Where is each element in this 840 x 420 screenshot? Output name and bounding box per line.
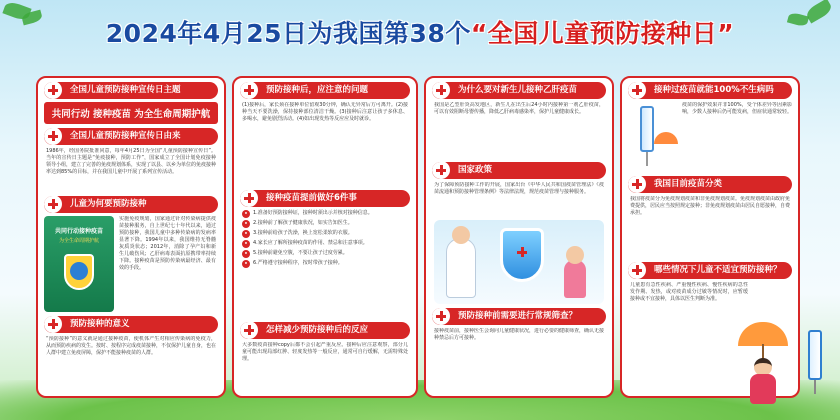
medical-cross-icon (628, 176, 648, 193)
section-header (44, 82, 218, 99)
globe-icon (70, 262, 88, 280)
bullet-icon: • (242, 260, 250, 268)
title-prefix: 2024年4月25日为我国第38个 (105, 19, 471, 48)
doctor-illustration (434, 220, 604, 304)
child-head (566, 246, 584, 264)
section-header (44, 196, 218, 213)
medical-cross-icon (512, 242, 532, 262)
list-item (242, 240, 408, 248)
list-item (242, 250, 408, 258)
syringe-needle (646, 152, 648, 166)
section-header (628, 176, 792, 193)
section-header (432, 162, 606, 179)
section-text: 实施免疫规划，国家通过针对传染病提供疫苗接种服务，自上世纪七十年代以来，通过预防接种，我国儿童中多种传染病的发病率显著下降。1994年以来，我国维持无脊髓灰质炎状态；2012年，消除了孕产妇和新生儿破伤风；乙肝病毒表面抗原携带率持续下降。接种疫苗是预防传染病最经济、最有效的手段。 (119, 216, 216, 271)
section-header (432, 82, 606, 99)
bullet-icon: • (242, 220, 250, 228)
section-text: 疫苗的保护效果并非100%，受个体差异等因素影响，少数人接种后仍可能发病，但症状通常较轻。 (682, 102, 793, 115)
poster-subtitle: 为全生命周期护航 (58, 238, 99, 244)
section-header (240, 82, 410, 99)
section-title: 预防接种前需要进行常规筛查？ (458, 311, 578, 321)
syringe-icon (808, 330, 822, 380)
section-text: (1)接种后，家长须在接种单位留观30分钟，确认无异常后方可离开。(2)接种当天不要洗澡，保持接种部位清洁干燥。(3)接种后注意让孩子多休息、多喝水，避免剧烈活动。(4)如出现发热等反应应及时就诊。 (242, 102, 408, 122)
bullet-icon: • (242, 240, 250, 248)
syringe-illustration (800, 330, 830, 400)
medical-cross-icon (44, 128, 64, 145)
title-highlight: “全国儿童预防接种日” (470, 19, 735, 48)
section-title: 哪些情况下儿童不适宜预防接种？ (654, 265, 782, 275)
medical-cross-icon (628, 82, 648, 99)
bullet-icon: • (242, 210, 250, 218)
vaccine-illustration (626, 102, 678, 172)
section-header (240, 190, 410, 207)
list-item (242, 260, 408, 268)
section-header (44, 128, 218, 145)
medical-cross-icon (240, 322, 260, 339)
section-title: 儿童为何要预防接种 (70, 199, 147, 209)
poster-title: 共同行动接种疫苗 (54, 228, 103, 235)
section-text: 我国是乙型肝炎高发地区，新生儿在出生后24小时内接种第一剂乙肝疫苗，可以有效阻断母婴传播，降低乙肝病毒感染率，保护儿童健康成长。 (434, 102, 604, 115)
panel-left (36, 76, 226, 398)
theme-banner: 共同行动 接种疫苗 为全生命周期护航 (44, 102, 218, 124)
section-header (432, 308, 606, 325)
section-text: 我国将疫苗分为免疫规划疫苗和非免疫规划疫苗。免疫规划疫苗由政府免费提供，居民应当按照规定接种；非免疫规划疫苗由居民自愿接种，自费承担。 (630, 196, 791, 216)
section-text: 1986年，经国务院批准同意，每年4月25日为全国“儿童预防接种宣传日”。当年的宣传日主题是“免疫接种，预防工作”，国家成立了全国计划免疫接种领导小组，建立了完善的免疫规划体系，实现了以县、以乡为单位的免疫接种率达到85%的目标，并在我国儿童中开展了系列宣传活动。 (46, 148, 217, 175)
poster-image (44, 216, 114, 312)
section-title: 预防接种的意义 (70, 319, 130, 329)
section-header (240, 322, 410, 339)
section-title: 预防接种后，应注意的问题 (266, 85, 369, 95)
girl-umbrella-illustration (724, 322, 804, 408)
medical-cross-icon (432, 82, 452, 99)
umbrella-icon (654, 132, 678, 144)
section-title: 全国儿童预防接种宣传日主题 (70, 85, 181, 95)
list-item-text: 5.接种前避免空腹，不要让孩子过度劳累。 (253, 250, 348, 256)
list-item-text: 3.接种前给孩子洗澡，换上宽松柔软的衣服。 (253, 230, 353, 236)
list-item (242, 220, 408, 228)
section-title: 全国儿童预防接种宣传日由来 (70, 131, 181, 141)
section-title: 接种过疫苗就能100%不生病吗 (654, 85, 774, 95)
syringe-needle (814, 380, 816, 394)
page-title (0, 14, 840, 50)
list-item-text: 1.准备好预防接种证，接种时须出示并核对接种信息。 (253, 210, 373, 216)
medical-cross-icon (432, 308, 452, 325)
doctor-head (452, 226, 470, 244)
medical-cross-icon (240, 190, 260, 207)
girl-dress (750, 374, 776, 404)
list-item (242, 210, 408, 218)
medical-cross-icon (44, 316, 64, 333)
medical-cross-icon (44, 82, 64, 99)
section-title: 国家政策 (458, 165, 493, 175)
panel-third (424, 76, 614, 398)
bullet-icon: • (242, 230, 250, 238)
panel-middle (232, 76, 418, 398)
section-text: 大多数疫苗接种copy后都不会引起严重反应。接种后应注意观察，部分儿童可能出现局部红肿、轻度发热等一般反应，通常可自行缓解，无需特殊处理。 (242, 342, 408, 362)
list-item-text: 6.严格遵守接种程序，按时带孩子接种。 (253, 260, 343, 266)
checklist (234, 210, 416, 318)
section-header (628, 262, 792, 279)
child-figure (564, 260, 586, 298)
section-title: 为什么要对新生儿接种乙肝疫苗 (458, 85, 578, 95)
section-title: 我国目前疫苗分类 (654, 179, 723, 189)
umbrella-icon (738, 322, 788, 346)
section-header (628, 82, 792, 99)
section-text: “预防接种”的意义就是通过接种疫苗，使机体产生对相应传染病的免疫力，从而预防疾病的发生。按时、按程序完成疫苗接种，不仅保护儿童自身，也在人群中建立免疫屏障，保护不能接种疫苗的人群。 (46, 336, 217, 356)
section-title: 接种疫苗提前做好6件事 (266, 193, 357, 203)
section-title: 怎样减少预防接种后的反应 (266, 325, 369, 335)
medical-cross-icon (44, 196, 64, 213)
doctor-figure (446, 238, 476, 298)
section-text: 接种疫苗前，接种医生会询问儿童健康状况，进行必要的健康筛查，确认无接种禁忌后方可接种。 (434, 328, 605, 341)
section-text: 为了保障预防接种工作的开展，国家出台《中华人民共和国疫苗管理法》《疫苗流通和预防接种管理条例》等法律法规，规范疫苗管理与接种服务。 (434, 182, 604, 195)
bullet-icon: • (242, 250, 250, 258)
list-item-text: 2.接种前了解孩子健康状况，如实告知医生。 (253, 220, 353, 226)
medical-cross-icon (240, 82, 260, 99)
medical-cross-icon (628, 262, 648, 279)
medical-cross-icon (432, 162, 452, 179)
section-header (44, 316, 218, 333)
section-text: 儿童患有急性疾病、严重慢性疾病、慢性疾病的急性发作期、发热，或对疫苗成分过敏等情况时，应暂缓接种或不宜接种，具体以医生判断为准。 (630, 282, 748, 302)
list-item-text: 4.家长应了解所接种疫苗的作用、禁忌和注意事项。 (253, 240, 368, 246)
syringe-icon (640, 106, 654, 152)
list-item (242, 230, 408, 238)
